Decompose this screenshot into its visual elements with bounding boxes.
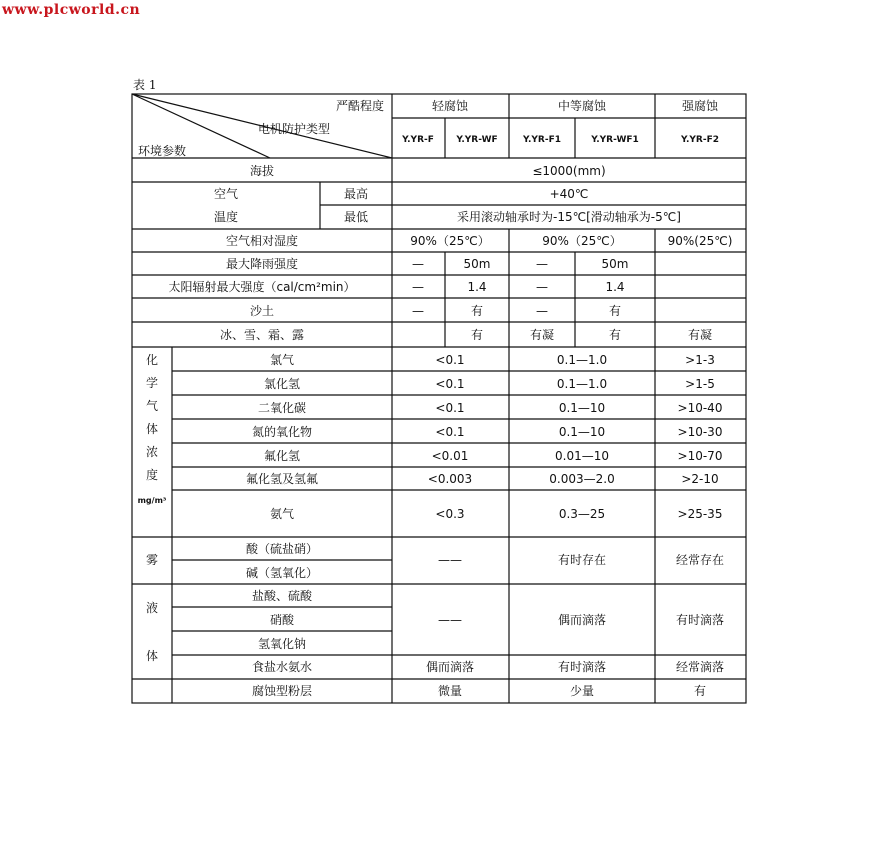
temp-label-temp: 温度 xyxy=(213,210,239,224)
salt-strong: 经常滴落 xyxy=(675,660,725,674)
gas-strong: >1-5 xyxy=(685,377,715,391)
gas-name: 氟化氢 xyxy=(263,449,301,463)
light-corrosion-header: 轻腐蚀 xyxy=(431,99,469,113)
sand-c4: 有 xyxy=(608,304,622,318)
gas-medium: 0.3—25 xyxy=(558,507,606,521)
gas-strong: >10-70 xyxy=(677,449,723,463)
liquid-item: 盐酸、硫酸 xyxy=(251,589,313,603)
altitude-value: ≤1000(mm) xyxy=(532,164,606,178)
liquid-medium: 偶而滴落 xyxy=(557,613,607,627)
rain-c4: 50m xyxy=(601,257,629,271)
humidity-strong: 90%(25℃) xyxy=(667,234,733,248)
gas-side-char: 浓 xyxy=(145,445,159,459)
gas-side-char: 学 xyxy=(145,376,159,390)
gas-side-char: 气 xyxy=(145,399,159,413)
gas-strong: >2-10 xyxy=(681,472,719,486)
fog-medium: 有时存在 xyxy=(557,553,607,567)
gas-side-char: 度 xyxy=(145,468,159,482)
gas-light: <0.1 xyxy=(435,401,465,415)
ice-c2: 有 xyxy=(470,328,484,342)
salt-light: 偶而滴落 xyxy=(425,660,475,674)
humidity-label: 空气相对湿度 xyxy=(225,234,299,248)
gas-strong: >1-3 xyxy=(685,353,715,367)
ice-label: 冰、雪、霜、露 xyxy=(219,328,305,342)
gas-light: <0.1 xyxy=(435,353,465,367)
solar-label: 太阳辐射最大强度（cal/cm²min） xyxy=(168,280,356,294)
gas-name: 氟化氢及氢氟 xyxy=(245,472,319,486)
rain-label: 最大降雨强度 xyxy=(225,257,299,271)
solar-c4: 1.4 xyxy=(605,280,625,294)
gas-rows xyxy=(246,352,722,521)
gas-strong: >10-30 xyxy=(677,425,723,439)
altitude-label: 海拔 xyxy=(249,164,275,178)
fog-item: 碱（氢氧化） xyxy=(245,566,319,580)
protection-type-label: 电机防护类型 xyxy=(257,122,330,136)
table-caption: 表 1 xyxy=(133,78,157,92)
gas-name: 二氧化碳 xyxy=(257,401,307,415)
ice-c3: 有凝 xyxy=(529,328,555,342)
rain-c3: — xyxy=(536,257,548,271)
rain-c1: — xyxy=(412,257,424,271)
gas-medium: 0.01—10 xyxy=(555,449,609,463)
salt-medium: 有时滴落 xyxy=(557,660,607,674)
humidity-medium: 90%（25℃） xyxy=(542,234,622,248)
gas-light: <0.01 xyxy=(431,449,469,463)
powder-light: 微量 xyxy=(437,684,463,698)
medium-corrosion-header: 中等腐蚀 xyxy=(557,99,607,113)
type-header: Y.YR-F1 xyxy=(522,135,562,145)
temp-max-label: 最高 xyxy=(343,187,369,201)
table-grid xyxy=(132,94,746,703)
watermark-text: www.plcworld.cn xyxy=(2,2,141,18)
liquid-item: 氢氧化钠 xyxy=(257,637,307,651)
gas-light: <0.003 xyxy=(427,472,473,486)
fog-strong: 经常存在 xyxy=(675,553,725,567)
sand-label: 沙土 xyxy=(249,304,275,318)
fog-side-label: 雾 xyxy=(145,553,159,567)
solar-c1: — xyxy=(412,280,424,294)
gas-light: <0.3 xyxy=(435,507,465,521)
type-header: Y.YR-WF1 xyxy=(591,135,639,145)
gas-name: 氨气 xyxy=(269,507,295,521)
type-header: Y.YR-F xyxy=(402,135,434,145)
ice-c5: 有凝 xyxy=(687,328,713,342)
gas-side-char: 化 xyxy=(145,353,159,367)
fog-item: 酸（硫盐硝） xyxy=(245,542,319,556)
gas-medium: 0.1—10 xyxy=(558,401,606,415)
humidity-light: 90%（25℃） xyxy=(410,234,490,248)
gas-side-char: 体 xyxy=(145,422,159,436)
rain-c2: 50m xyxy=(463,257,491,271)
gas-name: 氯气 xyxy=(269,353,295,367)
severity-label: 严酷程度 xyxy=(335,99,384,113)
fog-light: —— xyxy=(438,553,462,567)
gas-strong: >10-40 xyxy=(677,401,723,415)
sand-c2: 有 xyxy=(470,304,484,318)
gas-medium: 0.1—10 xyxy=(558,425,606,439)
liquid-light: —— xyxy=(438,613,462,627)
temp-label-air: 空气 xyxy=(213,187,239,201)
temp-min-value: 采用滚动轴承时为-15℃[滑动轴承为-5℃] xyxy=(457,210,681,224)
gas-name: 氮的氧化物 xyxy=(251,425,313,439)
strong-corrosion-header: 强腐蚀 xyxy=(681,99,719,113)
liquid-side-char: 液 xyxy=(145,601,159,615)
gas-light: <0.1 xyxy=(435,425,465,439)
sand-c1: — xyxy=(412,304,424,318)
powder-medium: 少量 xyxy=(569,684,595,698)
liquid-side-char: 体 xyxy=(145,649,159,663)
gas-light: <0.1 xyxy=(435,377,465,391)
gas-name: 氯化氢 xyxy=(263,377,301,391)
gas-unit: mg/m³ xyxy=(137,496,167,505)
solar-c2: 1.4 xyxy=(467,280,487,294)
liquid-item: 硝酸 xyxy=(269,613,295,627)
solar-c3: — xyxy=(536,280,548,294)
temp-max-value: +40℃ xyxy=(549,187,589,201)
gas-medium: 0.1—1.0 xyxy=(556,353,608,367)
temp-min-label: 最低 xyxy=(343,210,369,224)
gas-medium: 0.1—1.0 xyxy=(556,377,608,391)
powder-strong: 有 xyxy=(693,684,707,698)
liquid-strong: 有时滴落 xyxy=(675,613,725,627)
env-param-label: 环境参数 xyxy=(138,144,187,158)
ice-c4: 有 xyxy=(608,328,622,342)
gas-medium: 0.003—2.0 xyxy=(549,472,615,486)
gas-strong: >25-35 xyxy=(677,507,723,521)
sand-c3: — xyxy=(536,304,548,318)
type-header: Y.YR-F2 xyxy=(680,135,720,145)
salt-label: 食盐水氨水 xyxy=(251,660,313,674)
powder-label: 腐蚀型粉层 xyxy=(251,684,313,698)
type-header: Y.YR-WF xyxy=(456,135,498,145)
